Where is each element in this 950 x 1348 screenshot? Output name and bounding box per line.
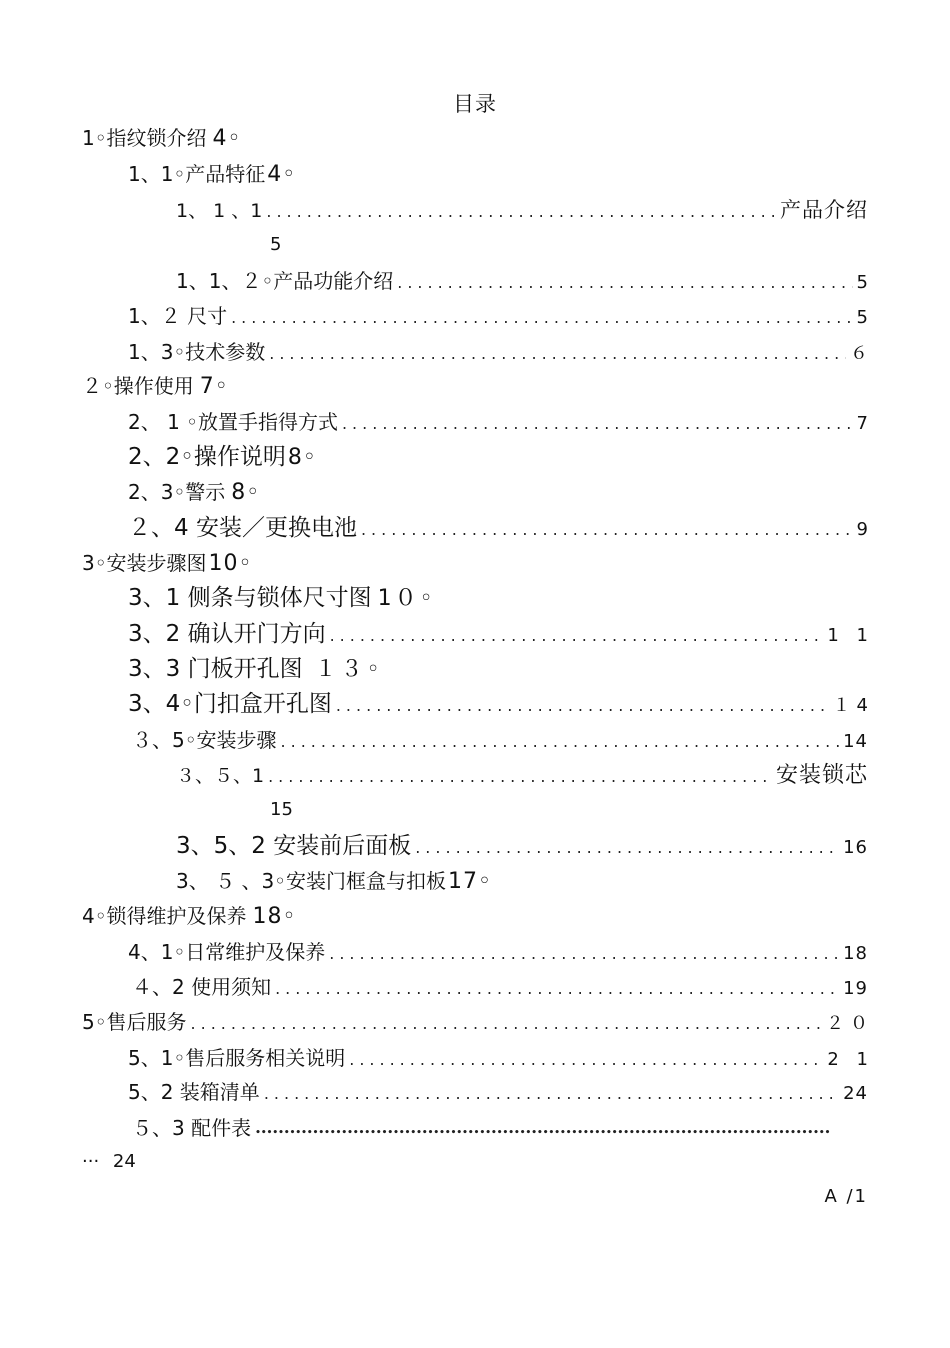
toc-entry-page: 7◦: [199, 374, 229, 399]
toc-entry-3-4[interactable]: [128, 690, 874, 720]
toc-entry-label: 3◦安装步骤图: [82, 551, 207, 575]
toc-entry-page: 5: [856, 307, 874, 328]
toc-entry-label: 3、5、2 安装前后面板: [176, 833, 412, 859]
toc-entry-page: 产品介绍: [780, 198, 868, 222]
toc-entry-label: ５、3 配件表: [132, 1116, 252, 1140]
toc-leader: [330, 622, 824, 650]
toc-entry-1-3[interactable]: [128, 338, 874, 368]
toc-entry-page: 19: [843, 978, 868, 999]
toc-entry-4-1[interactable]: [128, 938, 868, 968]
toc-entry-label: 3、1 侧条与锁体尺寸图: [128, 585, 372, 611]
toc-entry-label: ４、2 使用须知: [132, 975, 272, 999]
toc-entry-4-2[interactable]: [132, 973, 868, 1003]
toc-entry-label: 2、2◦操作说明: [128, 444, 286, 470]
toc-entry-1-1[interactable]: [128, 160, 296, 189]
toc-entry-page: 1０◦: [377, 586, 436, 611]
toc-entry-3-2[interactable]: [128, 620, 874, 650]
toc-leader: [275, 975, 839, 1003]
toc-entry-label: ２◦操作使用: [82, 374, 194, 398]
toc-entry-label: ３、５、1: [176, 765, 265, 787]
toc-entry-page: 7: [856, 413, 874, 434]
toc-entry-3-5-1-continuation: 15: [270, 799, 293, 820]
toc-entry-5-3-continuation: [82, 1148, 136, 1176]
toc-leader: [342, 410, 853, 438]
toc-entry-label: 4、1◦日常维护及保养: [128, 940, 326, 964]
toc-leader: [231, 304, 852, 332]
toc-entry-2[interactable]: [82, 372, 229, 401]
toc-entry-3-1[interactable]: [128, 584, 436, 613]
toc-entry-3[interactable]: [82, 549, 253, 578]
toc-entry-page: 9: [856, 519, 874, 540]
toc-entry-3-5-2[interactable]: [176, 832, 868, 862]
toc-leader: [266, 198, 776, 226]
toc-entry-label: 4◦锁得维护及保养: [82, 904, 247, 928]
toc-entry-2-4[interactable]: [128, 514, 874, 544]
toc-entry-page: １4: [832, 695, 874, 716]
toc-entry-page: 安装锁芯: [775, 763, 868, 788]
toc-leader: [397, 269, 852, 297]
toc-entry-label: 5、2 装箱清单: [128, 1080, 260, 1104]
toc-entry-label: 1、1、２◦产品功能介绍: [176, 269, 394, 293]
toc-leader: [361, 516, 853, 544]
toc-entry-1[interactable]: [82, 124, 242, 153]
toc-entry-page: ６: [850, 343, 874, 364]
toc-leader-dots: ···: [82, 1151, 100, 1172]
toc-entry-label: 2、 1 ◦放置手指得方式: [128, 410, 338, 434]
toc-entry-page: 18◦: [252, 904, 297, 929]
page-title: 目录: [453, 92, 497, 116]
toc-entry-label: 3、2 确认开门方向: [128, 621, 326, 647]
toc-entry-page: 4◦: [212, 126, 242, 151]
toc-entry-label: 3、4◦门扣盒开孔图: [128, 691, 332, 717]
toc-leader: [191, 1010, 822, 1038]
toc-leader: [268, 763, 772, 791]
toc-entry-3-5-3[interactable]: [176, 867, 492, 896]
toc-leader: [329, 940, 839, 968]
toc-entry-label: 3、3 门板开孔图: [128, 656, 303, 682]
toc-entry-label: 1、1◦产品特征: [128, 162, 266, 186]
toc-entry-3-5[interactable]: [132, 726, 868, 756]
toc-entry-page: ２０: [826, 1013, 874, 1034]
toc-leader: [264, 1080, 839, 1108]
toc-entry-label: 3、 ５ 、3◦安装门框盒与扣板: [176, 869, 446, 893]
toc-entry-page: 17◦: [447, 869, 492, 894]
toc-entry-2-3[interactable]: [128, 478, 260, 507]
toc-entry-page: 8◦: [231, 480, 261, 505]
toc-leader: [281, 728, 840, 756]
toc-entry-label: 5、1◦售后服务相关说明: [128, 1046, 346, 1070]
toc-entry-label: 5◦售后服务: [82, 1010, 187, 1034]
toc-entry-page: 14: [843, 731, 868, 752]
toc-leader: [255, 1116, 864, 1147]
toc-entry-label: 1、 1 、1: [176, 200, 263, 222]
toc-leader: [336, 692, 829, 720]
toc-entry-3-3[interactable]: [128, 655, 384, 684]
toc-entry-3-5-1[interactable]: [176, 762, 868, 791]
toc-entry-page: 2 1: [827, 1049, 874, 1070]
toc-entry-label: 1、3◦技术参数: [128, 340, 266, 364]
toc-leader: [415, 834, 839, 862]
toc-entry-page: 8◦: [287, 445, 317, 470]
toc-entry-2-2[interactable]: [128, 443, 317, 472]
toc-entry-5-2[interactable]: [128, 1078, 868, 1108]
toc-entry-page: 16: [843, 837, 868, 858]
toc-entry-page: 24: [843, 1083, 868, 1104]
toc-entry-page: 24: [112, 1151, 136, 1172]
toc-entry-label: 1、２ 尺寸: [128, 304, 228, 328]
toc-entry-page: 5: [856, 272, 874, 293]
toc-leader: [269, 340, 846, 368]
toc-entry-4[interactable]: [82, 902, 297, 931]
page-footer: A /1: [824, 1186, 868, 1207]
toc-entry-label: 1◦指纹锁介绍: [82, 126, 207, 150]
toc-entry-1-1-1[interactable]: [176, 196, 868, 226]
toc-entry-page: 1 1: [827, 625, 874, 646]
toc-entry-label: ２、4 安装／更换电池: [128, 515, 357, 541]
toc-entry-5-1[interactable]: [128, 1044, 874, 1074]
toc-entry-label: 2、3◦警示: [128, 480, 226, 504]
toc-entry-1-1-1-continuation: 5: [270, 234, 282, 255]
toc-entry-2-1[interactable]: [128, 408, 874, 438]
toc-entry-label: ３、5◦安装步骤: [132, 728, 277, 752]
toc-entry-1-2[interactable]: [128, 302, 874, 332]
toc-leader: [349, 1046, 823, 1074]
toc-entry-5-3[interactable]: [132, 1114, 868, 1147]
toc-entry-page: 4◦: [267, 162, 297, 187]
toc-entry-page: 10◦: [208, 551, 253, 576]
toc-entry-page: 18: [843, 943, 868, 964]
toc-entry-1-1-2[interactable]: [176, 267, 874, 297]
toc-entry-5[interactable]: [82, 1008, 874, 1038]
toc-entry-page: １３◦: [314, 657, 384, 682]
